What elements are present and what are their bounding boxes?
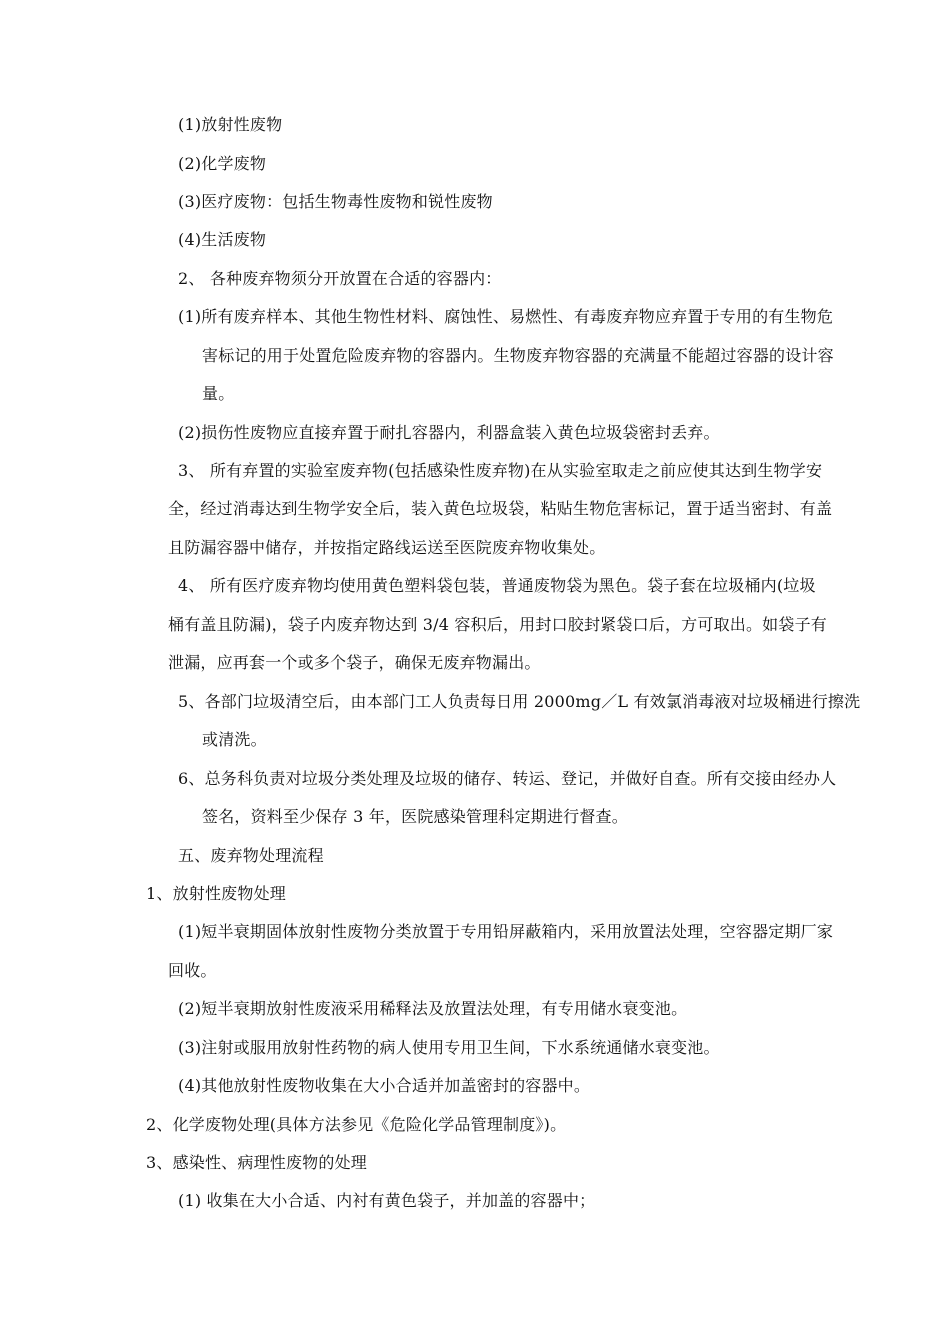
para-1-1-line-1: (1)短半衰期固体放射性废物分类放置于专用铅屏蔽箱内，采用放置法处理，空容器定期厂家 bbox=[178, 922, 834, 941]
para-4-line-3: 泄漏，应再套一个或多个袋子，确保无废弃物漏出。 bbox=[168, 653, 541, 672]
para-1-3: (3)注射或服用放射性药物的病人使用专用卫生间，下水系统通储水衰变池。 bbox=[178, 1038, 720, 1057]
para-5-line-1: 5、各部门垃圾清空后，由本部门工人负责每日用 2000mg／L 有效氯消毒液对垃圾桶进行擦洗 bbox=[178, 692, 861, 711]
para-3-line-2: 全，经过消毒达到生物学安全后，装入黄色垃圾袋，粘贴生物危害标记，置于适当密封、有盖 bbox=[168, 499, 833, 518]
para-3-line-1: 3、 所有弃置的实验室废弃物(包括感染性废弃物)在从实验室取走之前应使其达到生物学安 bbox=[178, 461, 823, 480]
para-1-4: (4)其他放射性废物收集在大小合适并加盖密封的容器中。 bbox=[178, 1076, 591, 1095]
para-3-1: (1) 收集在大小合适、内衬有黄色袋子，并加盖的容器中； bbox=[178, 1191, 596, 1210]
subsection-2-heading: 2、化学废物处理(具体方法参见《危险化学品管理制度》)。 bbox=[146, 1115, 567, 1134]
para-1-1-line-2: 回收。 bbox=[168, 961, 217, 980]
para-2-2: (2)损伤性废物应直接弃置于耐扎容器内，利器盒装入黄色垃圾袋密封丢弃。 bbox=[178, 423, 720, 442]
list-item-chemical-waste: (2)化学废物 bbox=[178, 154, 267, 173]
para-2-1-line-1: (1)所有废弃样本、其他生物性材料、腐蚀性、易燃性、有毒废弃物应弃置于专用的有生物危 bbox=[178, 307, 834, 326]
subsection-1-heading: 1、放射性废物处理 bbox=[146, 884, 286, 903]
para-1-2: (2)短半衰期放射性废液采用稀释法及放置法处理，有专用储水衰变池。 bbox=[178, 999, 688, 1018]
section-2-heading: 2、 各种废弃物须分开放置在合适的容器内： bbox=[178, 269, 502, 288]
list-item-medical-waste: (3)医疗废物：包括生物毒性废物和锐性废物 bbox=[178, 192, 493, 211]
para-6-line-1: 6、总务科负责对垃圾分类处理及垃圾的储存、转运、登记，并做好自查。所有交接由经办人 bbox=[178, 769, 837, 788]
subsection-3-heading: 3、感染性、病理性废物的处理 bbox=[146, 1153, 367, 1172]
para-4-line-1: 4、 所有医疗废弃物均使用黄色塑料袋包装，普通废物袋为黑色。袋子套在垃圾桶内(垃圾 bbox=[178, 576, 816, 595]
list-item-radioactive-waste: (1)放射性废物 bbox=[178, 115, 283, 134]
para-6-line-2: 签名，资料至少保存 3 年，医院感染管理科定期进行督查。 bbox=[202, 807, 628, 826]
para-3-line-3: 且防漏容器中储存，并按指定路线运送至医院废弃物收集处。 bbox=[168, 538, 606, 557]
para-2-1-line-3: 量。 bbox=[202, 384, 235, 403]
para-4-line-2: 桶有盖且防漏)，袋子内废弃物达到 3/4 容积后，用封口胶封紧袋口后，方可取出。如袋子有 bbox=[168, 615, 827, 634]
para-5-line-2: 或清洗。 bbox=[202, 730, 267, 749]
list-item-domestic-waste: (4)生活废物 bbox=[178, 230, 267, 249]
section-5-heading: 五、废弃物处理流程 bbox=[178, 846, 324, 865]
para-2-1-line-2: 害标记的用于处置危险废弃物的容器内。生物废弃物容器的充满量不能超过容器的设计容 bbox=[202, 346, 834, 365]
